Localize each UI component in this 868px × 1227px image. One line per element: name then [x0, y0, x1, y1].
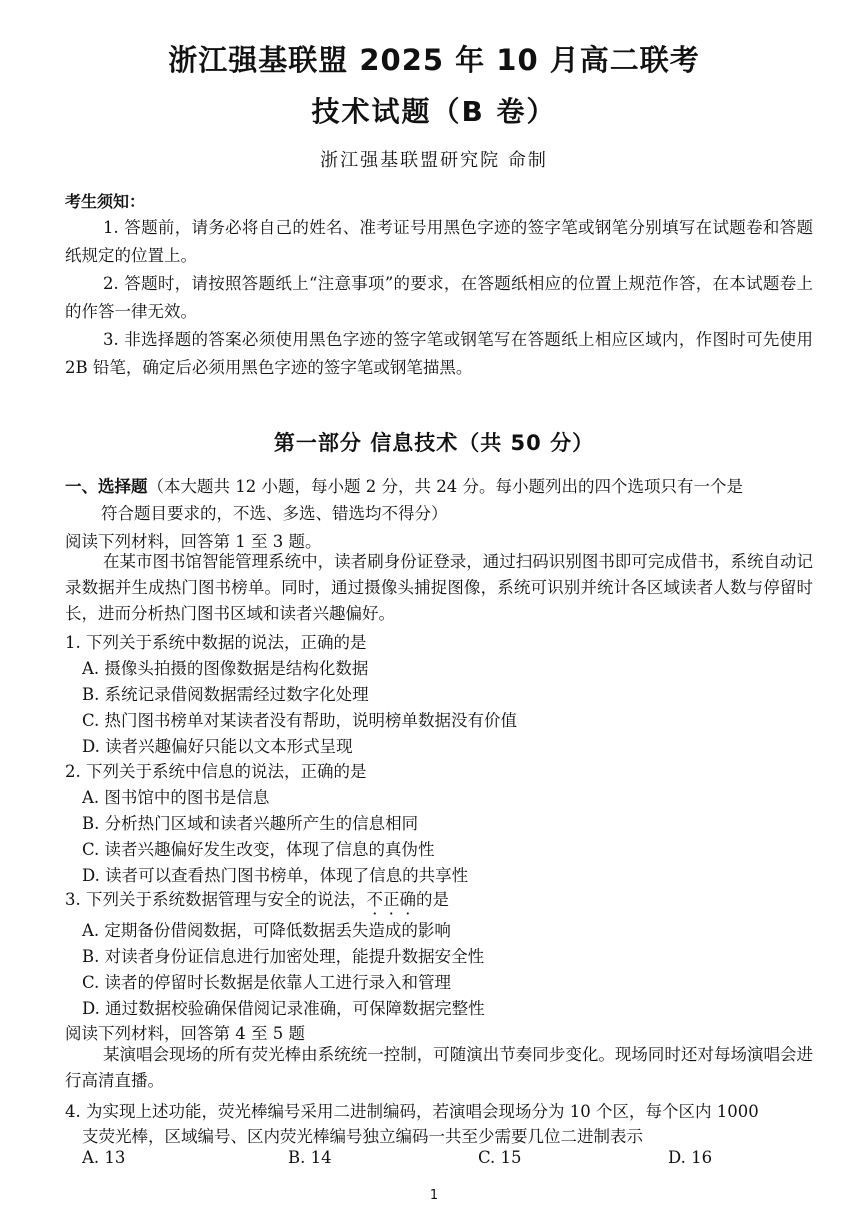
q1-option-a: A. 摄像头拍摄的图像数据是结构化数据	[82, 659, 369, 678]
q2-option-a: A. 图书馆中的图书是信息	[82, 788, 270, 807]
exam-author: 浙江强基联盟研究院 命制	[320, 150, 548, 171]
q1-option-b: B. 系统记录借阅数据需经过数字化处理	[82, 685, 369, 704]
q4-stem-line2: 支荧光棒，区域编号、区内荧光棒编号独立编码一共至少需要几位二进制表示	[82, 1127, 643, 1146]
q3-stem-post: 的是	[416, 890, 449, 909]
q3-emph-2: 正	[383, 890, 400, 909]
section-title: 第一部分 信息技术（共 50 分）	[273, 431, 595, 455]
exam-title: 浙江强基联盟 2025 年 10 月高二联考	[168, 43, 700, 77]
notice-item-2: 2. 答题时，请按照答题纸上“注意事项”的要求，在答题纸相应的位置上规范作答，在本试题卷上的作答一律无效。	[65, 274, 813, 321]
notice-heading: 考生须知：	[65, 192, 146, 211]
q4-option-d: D. 16	[668, 1148, 713, 1167]
q1-option-d: D. 读者兴趣偏好只能以文本形式呈现	[82, 737, 353, 756]
notice-item-1: 1. 答题前，请务必将自己的姓名、准考证号用黑色字迹的签字笔或钢笔分别填写在试题卷和答题纸规定的位置上。	[65, 218, 813, 265]
notice-item-3: 3. 非选择题的答案必须使用黑色字迹的签字笔或钢笔写在答题纸上相应区域内，作图时可先使用 2B 铅笔，确定后必须用黑色字迹的签字笔或钢笔描黑。	[65, 330, 813, 377]
q3-stem	[65, 886, 449, 910]
q3-option-d: D. 通过数据校验确保借阅记录准确，可保障数据完整性	[82, 999, 485, 1018]
q3-option-a: A. 定期备份借阅数据，可降低数据丢失造成的影响	[82, 921, 451, 940]
choice-label: 一、选择题	[65, 477, 148, 496]
q2-option-b: B. 分析热门区域和读者兴趣所产生的信息相同	[82, 814, 419, 833]
exam-subtitle: 技术试题（B 卷）	[311, 95, 557, 128]
q4-option-c: C. 15	[478, 1148, 522, 1167]
material1-text: 在某市图书馆智能管理系统中，读者刷身份证登录，通过扫码识别图书即可完成借书，系统自动记录数据并生成热门图书榜单。同时，通过摄像头捕捉图像，系统可识别并统计各区域读者人数与停留时长，进而分析热门图书区域和读者兴趣偏好。	[65, 552, 813, 623]
material1-intro: 阅读下列材料，回答第 1 至 3 题。	[65, 532, 322, 551]
q4-stem-line1: 4. 为实现上述功能，荧光棒编号采用二进制编码，若演唱会现场分为 10 个区，每个区内 1000	[65, 1102, 759, 1121]
q3-emph-1: 不	[366, 890, 383, 909]
q4-option-b: B. 14	[288, 1148, 332, 1167]
material2-text: 某演唱会现场的所有荧光棒由系统统一控制，可随演出节奏同步变化。现场同时还对每场演唱会进行高清直播。	[65, 1045, 813, 1090]
q1-option-c: C. 热门图书榜单对某读者没有帮助，说明榜单数据没有价值	[82, 711, 518, 730]
q3-option-c: C. 读者的停留时长数据是依靠人工进行录入和管理	[82, 973, 452, 992]
choice-section-header	[65, 473, 815, 527]
q4-option-a: A. 13	[82, 1148, 126, 1167]
page-number: 1	[429, 1188, 439, 1203]
q3-emph-3: 确	[399, 890, 416, 909]
q3-stem-pre: 3. 下列关于系统数据管理与安全的说法，	[65, 890, 367, 909]
q2-option-c: C. 读者兴趣偏好发生改变，体现了信息的真伪性	[82, 840, 435, 859]
q3-option-b: B. 对读者身份证信息进行加密处理，能提升数据安全性	[82, 947, 485, 966]
choice-desc-line2: 符合题目要求的，不选、多选、错选均不得分）	[101, 504, 448, 523]
q1-stem: 1. 下列关于系统中数据的说法，正确的是	[65, 633, 367, 652]
q2-stem: 2. 下列关于系统中信息的说法，正确的是	[65, 762, 367, 781]
material2-intro: 阅读下列材料，回答第 4 至 5 题	[65, 1024, 305, 1043]
q2-option-d: D. 读者可以查看热门图书榜单，体现了信息的共享性	[82, 866, 469, 885]
choice-desc-line1: （本大题共 12 小题，每小题 2 分，共 24 分。每小题列出的四个选项只有一个是	[147, 477, 743, 496]
